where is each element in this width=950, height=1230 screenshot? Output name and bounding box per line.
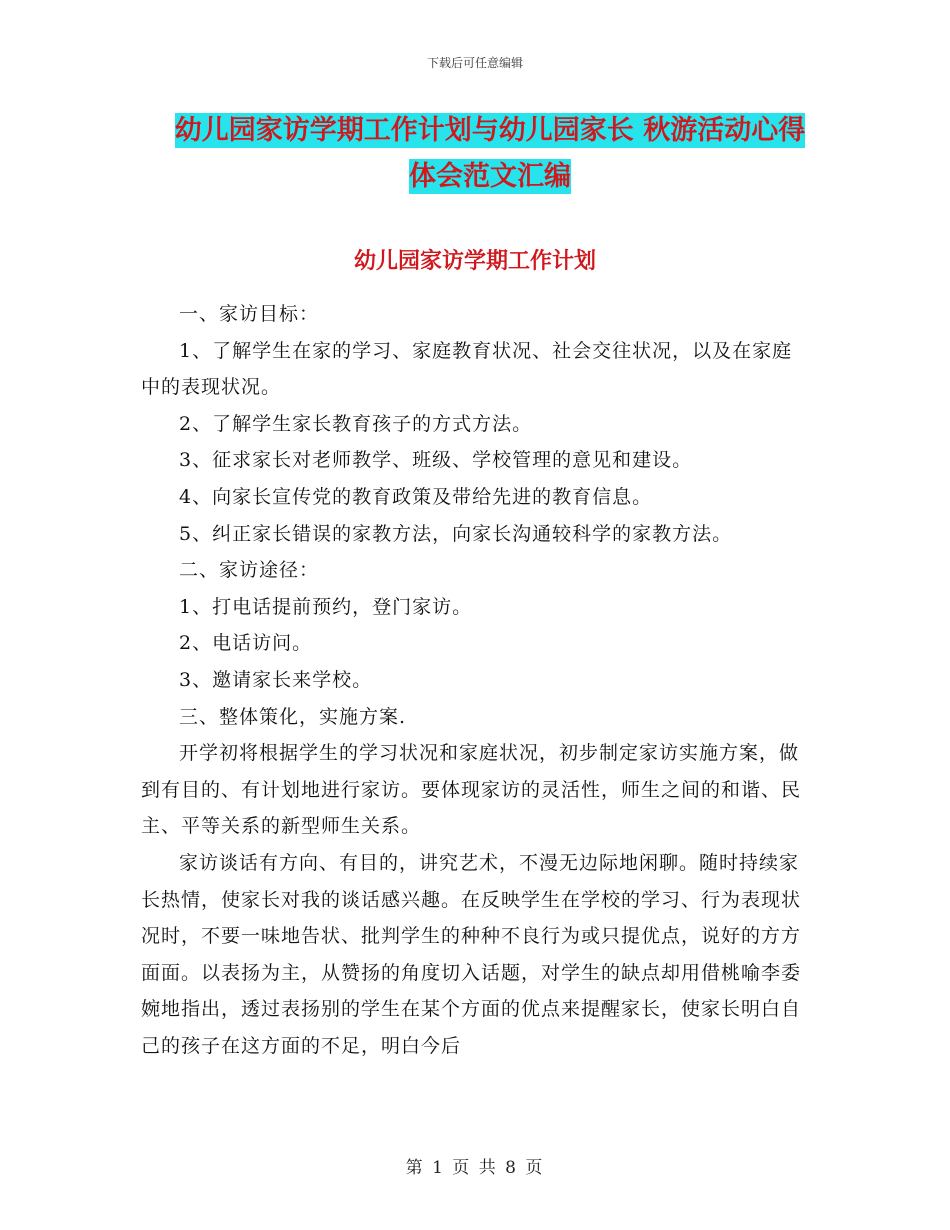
paragraph: 5、纠正家长错误的家教方法，向家长沟通较科学的家教方法。 [179, 522, 733, 545]
document-title-line-1: 幼儿园家访学期工作计划与幼儿园家长 秋游活动心得 [174, 115, 806, 146]
paragraph: 3、征求家长对老师教学、班级、学校管理的意见和建设。 [179, 449, 693, 472]
paragraph: 2、了解学生家长教育孩子的方式方法。 [179, 412, 533, 435]
paragraph: 1、了解学生在家的学习、家庭教育状况、社会交往状况，以及在家庭中的表现状况。 [141, 339, 793, 399]
document-title [140, 108, 840, 200]
paragraph: 开学初将根据学生的学习状况和家庭状况，初步制定家访实施方案，做到有目的、有计划地进行家访。要体现家访的灵活性，师生之间的和谐、民主、平等关系的新型师生关系。 [141, 742, 802, 838]
paragraph: 1、打电话提前预约，登门家访。 [179, 595, 473, 618]
paragraph: 3、邀请家长来学校。 [179, 668, 373, 691]
document-title-line-2: 体会范文汇编 [409, 161, 571, 192]
paragraph: 2、电话访问。 [179, 632, 313, 655]
paragraph: 4、向家长宣传党的教育政策及带给先进的教育信息。 [179, 485, 653, 508]
paragraph: 家访谈话有方向、有目的，讲究艺术，不漫无边际地闲聊。随时持续家长热情，使家长对我的谈话感兴趣。在反映学生在学校的学习、行为表现状况时，不要一味地告状、批判学生的种种不良行为或只提优点，说好的方方面面。以表扬为主，从赞扬的角度切入话题，对学生的缺点却用借桃喻李委婉地指出，透过表扬别的学生在某个方面的优点来提醒家长，使家长明白自己的孩子在这方面的不足，明白今后 [141, 851, 802, 1057]
document-body [141, 296, 811, 1064]
paragraph: 一、家访目标： [179, 303, 320, 325]
paragraph: 三、整体策化，实施方案. [179, 705, 407, 728]
page-footer: 第 1 页 共 8 页 [405, 1158, 545, 1178]
header-note: 下载后可任意编辑 [426, 56, 523, 70]
paragraph: 二、家访途径： [179, 559, 320, 582]
section-title: 幼儿园家访学期工作计划 [353, 249, 596, 274]
